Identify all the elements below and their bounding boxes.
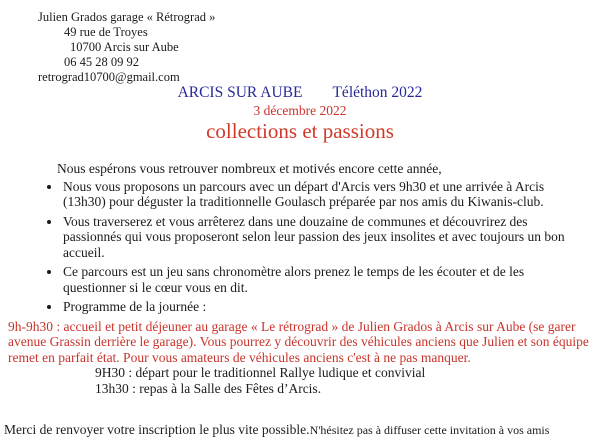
event-title-place: ARCIS SUR AUBE	[177, 84, 303, 101]
letter-header	[0, 84, 600, 143]
sender-email: retrograd10700@gmail.com	[38, 70, 180, 84]
closing-note-text: N'hésitez pas à diffuser cette invitation à vos amis	[309, 423, 550, 437]
bullet-item-programme: • Programme de la journée :	[62, 299, 578, 315]
program-highlight: 9h-9h30 : accueil et petit déjeuner au garage « Le rétrograd » de Julien Grados à Arcis sur Aube (se garer avenue Grassin derrière le garage). Vous pourrez y découvrir des véhicules anciens que Julien et son équipe remet en parfait état. Pour vous amateurs de véhicules anciens c'est à ne pas manquer.	[8, 318, 589, 365]
intro-paragraph: Nous espérons vous retrouver nombreux et motivés encore cette année,	[57, 161, 442, 176]
bullet-item-parcours: • Nous vous proposons un parcours avec un départ d'Arcis vers 9h30 et une arrivée à Arcis (13h30) pour déguster la traditionnelle Goulasch préparée par nos amis du Kiwanis-club.	[62, 179, 578, 210]
sender-street: 49 rue de Troyes	[64, 25, 148, 39]
bullet-list	[45, 179, 578, 315]
event-title-name: Téléthon 2022	[332, 84, 423, 101]
closing-line	[4, 422, 598, 438]
event-subtitle: collections et passions	[206, 119, 394, 143]
sender-name: Julien Grados garage « Rétrograd »	[38, 10, 216, 24]
closing-main-text: Merci de renvoyer votre inscription le plus vite possible.	[4, 422, 310, 437]
sender-city: 10700 Arcis sur Aube	[70, 40, 179, 54]
event-date: 3 décembre 2022	[253, 103, 347, 118]
sender-phone: 06 45 28 09 92	[64, 55, 139, 69]
program-item-repas: 13h30 : repas à la Salle des Fêtes d’Arcis.	[95, 380, 322, 396]
letter-body	[0, 161, 600, 396]
bullet-item-chronometre: • Ce parcours est un jeu sans chronomètre alors prenez le temps de les écouter et de les questionner si le cœur vous en dit.	[62, 264, 578, 295]
event-title	[0, 84, 600, 101]
sender-address-block	[38, 10, 215, 85]
bullet-item-communes: • Vous traverserez et vous arrêterez dans une douzaine de communes et découvrirez des passionnés qui vous proposeront selon leur passion des jeux insolites et avec toujours un bon accueil.	[62, 214, 578, 261]
program-item-depart: 9H30 : départ pour le traditionnel Rallye ludique et convivial	[95, 365, 426, 380]
